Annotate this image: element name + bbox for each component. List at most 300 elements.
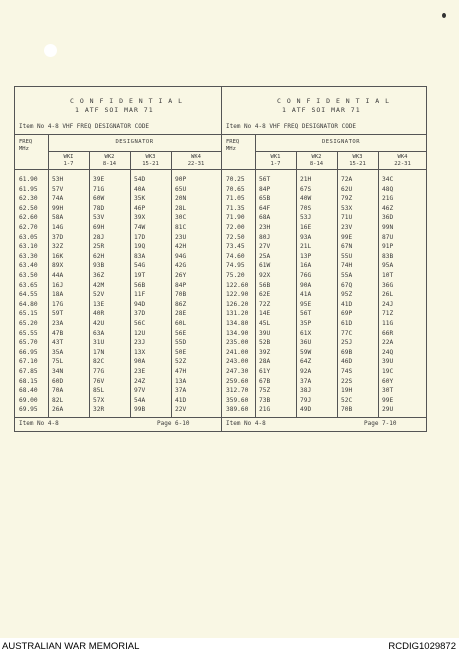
table-row — [15, 185, 221, 194]
frequency-cell: 64.55 — [19, 291, 38, 299]
frequency-cell: 247.30 — [226, 368, 249, 375]
designator-cell: 31U — [93, 339, 105, 347]
frequency-cell: 74.60 — [226, 252, 245, 260]
designator-cell: 35K — [134, 195, 146, 203]
day-range: 15-21 — [349, 161, 366, 167]
designator-cell: 24Q — [382, 348, 394, 356]
table-row — [15, 319, 221, 328]
designator-cell: 69P — [341, 310, 353, 318]
designator-cell: 11F — [134, 291, 146, 299]
designator-cell: 99H — [52, 204, 64, 212]
designator-cell: 65U — [175, 185, 187, 193]
designator-cell: 70B — [341, 406, 353, 414]
designator-cell: 77G — [93, 368, 105, 375]
designator-cell: 24Z — [134, 377, 146, 385]
designator-cell: 61D — [341, 320, 353, 327]
table-row — [15, 194, 221, 203]
day-range: 8-14 — [309, 161, 324, 167]
table-row — [15, 175, 221, 184]
table-row — [15, 396, 221, 405]
designator-table — [15, 134, 221, 418]
frequency-cell: 63.50 — [19, 272, 38, 279]
frequency-cell: 126.20 — [226, 300, 249, 308]
table-row — [15, 405, 221, 414]
designator-cell: 40R — [93, 310, 105, 318]
table-row — [15, 204, 221, 213]
footer-page-number: Page 6-10 — [157, 420, 190, 427]
designator-cell: 97V — [134, 387, 146, 395]
designator-cell: 62H — [93, 252, 105, 260]
designator-cell: 45L — [259, 320, 271, 327]
frequency-cell: 312.70 — [226, 387, 249, 395]
week-header: WK2 — [311, 154, 322, 160]
designator-cell: 46Z — [382, 204, 394, 212]
designator-cell: 30C — [175, 214, 187, 222]
designator-cell: 46D — [341, 358, 353, 366]
designator-cell: 58A — [52, 214, 64, 222]
designator-cell: 61W — [259, 262, 271, 270]
designator-cell: 65B — [259, 195, 271, 203]
designator-cell: 46P — [134, 204, 146, 212]
designator-cell: 54G — [134, 262, 146, 270]
designator-cell: 71G — [93, 185, 105, 193]
designator-cell: 22V — [175, 406, 187, 414]
designator-cell: 26L — [382, 291, 394, 299]
frequency-cell: 71.05 — [226, 195, 245, 203]
issue-line: 1 ATF SOI MAR 71 — [75, 106, 154, 114]
designator-cell: 56T — [259, 176, 271, 183]
designator-cell: 87U — [382, 233, 394, 241]
designator-cell: 52V — [93, 291, 105, 299]
designator-cell: 19T — [134, 272, 146, 279]
designator-cell: 60L — [175, 320, 187, 327]
table-row — [222, 242, 427, 251]
designator-cell: 23J — [134, 339, 146, 347]
frequency-cell: 134.80 — [226, 320, 249, 327]
designator-table — [222, 134, 427, 418]
frequency-cell: 63.30 — [19, 252, 38, 260]
page-footer — [226, 420, 421, 427]
table-row — [15, 309, 221, 318]
ink-speck — [442, 13, 446, 18]
week-header: WK4 — [191, 154, 201, 160]
table-row — [15, 367, 221, 376]
designator-cell: 24J — [382, 300, 394, 308]
table-row — [15, 281, 221, 290]
designator-cell: 67N — [341, 243, 353, 251]
designator-cell: 94D — [134, 300, 146, 308]
designator-cell: 60W — [93, 195, 105, 203]
frequency-cell: 389.60 — [226, 406, 249, 414]
designator-cell: 68A — [259, 214, 271, 222]
frequency-cell: 241.00 — [226, 348, 249, 356]
designator-cell: 71Z — [382, 310, 394, 318]
credit-id: RCDIG1029872 — [388, 641, 456, 652]
designator-cell: 21H — [300, 176, 312, 183]
left-half — [15, 87, 221, 431]
designator-cell: 25A — [259, 252, 271, 260]
designator-cell: 60D — [52, 377, 64, 385]
designator-cell: 18A — [52, 291, 64, 299]
designator-cell: 74H — [341, 262, 353, 270]
frequency-cell: 65.55 — [19, 329, 38, 337]
designator-cell: 76V — [93, 377, 105, 385]
frequency-cell: 63.05 — [19, 233, 38, 241]
designator-cell: 70B — [175, 291, 187, 299]
frequency-cell: 74.95 — [226, 262, 245, 270]
designator-cell: 71U — [341, 214, 353, 222]
designator-cell: 92X — [259, 272, 271, 279]
designator-cell: 99B — [134, 406, 146, 414]
designator-header: DESIGNATOR — [321, 139, 361, 145]
designator-cell: 99E — [382, 396, 394, 404]
designator-cell: 72Z — [259, 300, 271, 308]
designator-cell: 17G — [52, 300, 64, 308]
footer-item-number: Item No 4-8 — [19, 420, 59, 427]
designator-cell: 83B — [382, 252, 394, 260]
designator-cell: 75Z — [259, 387, 271, 395]
table-row — [15, 213, 221, 222]
designator-cell: 28E — [175, 310, 187, 318]
table-row — [15, 329, 221, 338]
table-row — [222, 213, 427, 222]
frequency-cell: 122.90 — [226, 291, 249, 299]
designator-cell: 39U — [382, 358, 394, 366]
designator-cell: 19C — [382, 368, 394, 375]
week-header: WK2 — [104, 154, 115, 160]
designator-cell: 28J — [93, 233, 105, 241]
frequency-cell: 65.70 — [19, 339, 38, 347]
designator-cell: 53H — [52, 176, 64, 183]
designator-cell: 26Y — [175, 272, 187, 279]
designator-cell: 37A — [300, 377, 312, 385]
designator-cell: 72A — [341, 176, 353, 183]
frequency-cell: 122.60 — [226, 281, 249, 289]
frequency-cell: 75.20 — [226, 272, 245, 279]
designator-cell: 82C — [93, 358, 105, 366]
designator-cell: 42M — [93, 281, 105, 289]
footer-page-number: Page 7-10 — [364, 420, 397, 427]
table-row — [15, 223, 221, 232]
table-row — [222, 185, 427, 194]
designator-cell: 39U — [259, 329, 271, 337]
table-row — [222, 175, 427, 184]
designator-cell: 32Z — [52, 243, 64, 251]
designator-cell: 37D — [134, 310, 146, 318]
designator-cell: 37D — [52, 233, 64, 241]
designator-cell: 11G — [382, 320, 394, 327]
designator-cell: 41D — [175, 396, 187, 404]
designator-cell: 49D — [300, 406, 312, 414]
designator-cell: 34C — [382, 176, 394, 183]
week-header: WK1 — [270, 154, 281, 160]
frequency-cell: 68.40 — [19, 387, 38, 395]
designator-cell: 52Z — [175, 358, 187, 366]
frequency-cell: 71.35 — [226, 204, 245, 212]
table-row — [222, 377, 427, 386]
designator-cell: 56B — [259, 281, 271, 289]
freq-column-header: FREQ MHz — [19, 139, 33, 152]
table-row — [222, 281, 427, 290]
designator-cell: 13P — [300, 252, 312, 260]
designator-cell: 19H — [341, 387, 353, 395]
designator-cell: 36U — [300, 339, 312, 347]
designator-cell: 56T — [300, 310, 312, 318]
punch-hole — [44, 44, 57, 57]
designator-cell: 34N — [52, 368, 64, 375]
designator-cell: 95E — [300, 300, 312, 308]
designator-cell: 47B — [52, 329, 64, 337]
frequency-cell: 69.00 — [19, 396, 38, 404]
designator-cell: 95Z — [341, 291, 353, 299]
table-row — [222, 319, 427, 328]
designator-cell: 30T — [382, 387, 394, 395]
table-row — [222, 386, 427, 395]
table-row — [15, 233, 221, 242]
designator-cell: 94G — [175, 252, 187, 260]
table-row — [222, 348, 427, 357]
week-header: WK3 — [145, 154, 156, 160]
designator-cell: 39E — [93, 176, 105, 183]
designator-cell: 62E — [259, 291, 271, 299]
designator-cell: 19Q — [134, 243, 146, 251]
designator-cell: 56C — [134, 320, 146, 327]
credit-bar — [0, 638, 459, 654]
designator-cell: 55U — [341, 252, 353, 260]
designator-cell: 37A — [175, 387, 187, 395]
designator-cell: 64Z — [300, 358, 312, 366]
frequency-cell: 62.50 — [19, 204, 38, 212]
designator-cell: 23A — [52, 320, 64, 327]
designator-cell: 35A — [52, 348, 64, 356]
frequency-cell: 62.70 — [19, 224, 38, 231]
designator-cell: 52B — [259, 339, 271, 347]
table-row — [222, 338, 427, 347]
designator-cell: 63A — [93, 329, 105, 337]
designator-cell: 61X — [300, 329, 312, 337]
designator-cell: 90A — [134, 358, 146, 366]
designator-cell: 90A — [300, 281, 312, 289]
day-range: 22-31 — [394, 161, 411, 167]
designator-cell: 42U — [93, 320, 105, 327]
designator-cell: 70S — [300, 204, 312, 212]
designator-cell: 59T — [52, 310, 64, 318]
table-row — [222, 261, 427, 270]
frequency-cell: 243.00 — [226, 358, 249, 366]
designator-cell: 42H — [175, 243, 187, 251]
designator-cell: 40A — [134, 185, 146, 193]
designator-cell: 41A — [300, 291, 312, 299]
frequency-cell: 73.45 — [226, 243, 245, 251]
table-row — [15, 357, 221, 366]
designator-cell: 77C — [341, 329, 353, 337]
table-row — [15, 290, 221, 299]
designator-cell: 74W — [134, 224, 146, 231]
designator-cell: 13X — [134, 348, 146, 356]
designator-cell: 62U — [341, 185, 353, 193]
table-row — [15, 377, 221, 386]
designator-cell: 16A — [300, 262, 312, 270]
frequency-cell: 72.50 — [226, 233, 245, 241]
frequency-cell: 63.40 — [19, 262, 38, 270]
table-row — [15, 261, 221, 270]
table-row — [222, 223, 427, 232]
table-row — [15, 348, 221, 357]
designator-cell: 20N — [175, 195, 187, 203]
frequency-cell: 134.90 — [226, 329, 249, 337]
designator-cell: 12U — [134, 329, 146, 337]
designator-cell: 67B — [259, 377, 271, 385]
designator-cell: 28L — [175, 204, 187, 212]
designator-cell: 25J — [341, 339, 353, 347]
designator-cell: 64F — [259, 204, 271, 212]
frequency-cell: 359.60 — [226, 396, 249, 404]
designator-cell: 66R — [382, 329, 394, 337]
designator-cell: 22S — [341, 377, 353, 385]
designator-cell: 79J — [300, 396, 312, 404]
frequency-cell: 131.20 — [226, 310, 249, 318]
table-row — [222, 405, 427, 414]
designator-cell: 43T — [52, 339, 64, 347]
table-row — [222, 204, 427, 213]
designator-cell: 41D — [341, 300, 353, 308]
designator-cell: 79Z — [341, 195, 353, 203]
designator-cell: 76G — [300, 272, 312, 279]
day-range: 22-31 — [187, 161, 205, 167]
designator-cell: 69H — [93, 224, 105, 231]
frequency-cell: 235.00 — [226, 339, 249, 347]
designator-cell: 61Y — [259, 368, 271, 375]
table-row — [15, 242, 221, 251]
designator-cell: 99N — [382, 224, 394, 231]
table-row — [222, 252, 427, 261]
designator-cell: 36D — [382, 214, 394, 222]
designator-cell: 25R — [93, 243, 105, 251]
frequency-cell: 67.85 — [19, 368, 38, 375]
frequency-cell: 70.25 — [226, 176, 245, 183]
designator-cell: 53J — [300, 214, 312, 222]
designator-cell: 10T — [382, 272, 394, 279]
table-row — [222, 271, 427, 280]
table-row — [222, 233, 427, 242]
table-row — [15, 386, 221, 395]
day-range: 1-7 — [270, 161, 281, 167]
table-row — [222, 300, 427, 309]
designator-cell: 93A — [300, 233, 312, 241]
designator-cell: 42G — [175, 262, 187, 270]
frequency-cell: 70.65 — [226, 185, 245, 193]
designator-cell: 74S — [341, 368, 353, 375]
credit-source: AUSTRALIAN WAR MEMORIAL — [2, 641, 140, 652]
designator-cell: 84P — [259, 185, 271, 193]
designator-cell: 91P — [382, 243, 394, 251]
frequency-cell: 62.30 — [19, 195, 38, 203]
designator-cell: 93B — [93, 262, 105, 270]
designator-cell: 84P — [175, 281, 187, 289]
day-range: 1-7 — [63, 161, 74, 167]
designator-cell: 23E — [134, 368, 146, 375]
designator-cell: 26A — [52, 406, 64, 414]
designator-cell: 67S — [300, 185, 312, 193]
confidential-title: C O N F I D E N T I A L — [70, 97, 184, 105]
designator-cell: 54D — [134, 176, 146, 183]
designator-cell: 48Q — [382, 185, 394, 193]
designator-cell: 70A — [52, 387, 64, 395]
table-row — [222, 367, 427, 376]
designator-cell: 14G — [52, 224, 64, 231]
week-header: WK4 — [397, 154, 408, 160]
designator-cell: 22A — [382, 339, 394, 347]
designator-cell: 27V — [259, 243, 271, 251]
frequency-cell: 72.00 — [226, 224, 245, 231]
frequency-cell: 64.80 — [19, 300, 38, 308]
designator-rule — [255, 151, 427, 152]
designator-cell: 23V — [341, 224, 353, 231]
designator-cell: 56E — [175, 329, 187, 337]
designator-cell: 35P — [300, 320, 312, 327]
designator-cell: 13E — [93, 300, 105, 308]
frequency-designator-document — [14, 86, 427, 432]
designator-cell: 38J — [300, 387, 312, 395]
frequency-cell: 65.20 — [19, 320, 38, 327]
table-row — [15, 338, 221, 347]
frequency-cell: 259.60 — [226, 377, 249, 385]
designator-cell: 78D — [93, 204, 105, 212]
designator-cell: 53X — [341, 204, 353, 212]
designator-cell: 28A — [259, 358, 271, 366]
frequency-cell: 61.95 — [19, 185, 38, 193]
page-footer — [19, 420, 214, 427]
designator-cell: 56B — [134, 281, 146, 289]
designator-cell: 83A — [134, 252, 146, 260]
table-row — [222, 396, 427, 405]
designator-cell: 16K — [52, 252, 64, 260]
designator-cell: 57X — [93, 396, 105, 404]
frequency-cell: 63.65 — [19, 281, 38, 289]
designator-cell: 23H — [259, 224, 271, 231]
table-row — [15, 252, 221, 261]
designator-cell: 82L — [52, 396, 64, 404]
frequency-cell: 63.10 — [19, 243, 38, 251]
frequency-cell: 67.10 — [19, 358, 38, 366]
designator-cell: 21G — [382, 195, 394, 203]
designator-cell: 36G — [382, 281, 394, 289]
frequency-cell: 68.15 — [19, 377, 38, 385]
header-rule — [15, 169, 221, 170]
designator-cell: 17D — [134, 233, 146, 241]
freq-column-header: FREQ MHz — [226, 139, 240, 152]
designator-cell: 32R — [93, 406, 105, 414]
designator-cell: 99E — [341, 233, 353, 241]
designator-cell: 67Q — [341, 281, 353, 289]
table-row — [222, 309, 427, 318]
designator-cell: 21G — [259, 406, 271, 414]
week-header: WK3 — [352, 154, 363, 160]
designator-cell: 89X — [52, 262, 64, 270]
header-rule — [222, 169, 427, 170]
designator-cell: 53V — [93, 214, 105, 222]
week-header: WKI — [63, 154, 74, 160]
right-half — [221, 87, 427, 431]
designator-cell: 59W — [300, 348, 312, 356]
footer-item-number: Item No 4-8 — [226, 420, 266, 427]
designator-cell: 21L — [300, 243, 312, 251]
designator-cell: 57V — [52, 185, 64, 193]
table-row — [15, 271, 221, 280]
frequency-cell: 62.60 — [19, 214, 38, 222]
designator-cell: 16J — [52, 281, 64, 289]
designator-cell: 92A — [300, 368, 312, 375]
